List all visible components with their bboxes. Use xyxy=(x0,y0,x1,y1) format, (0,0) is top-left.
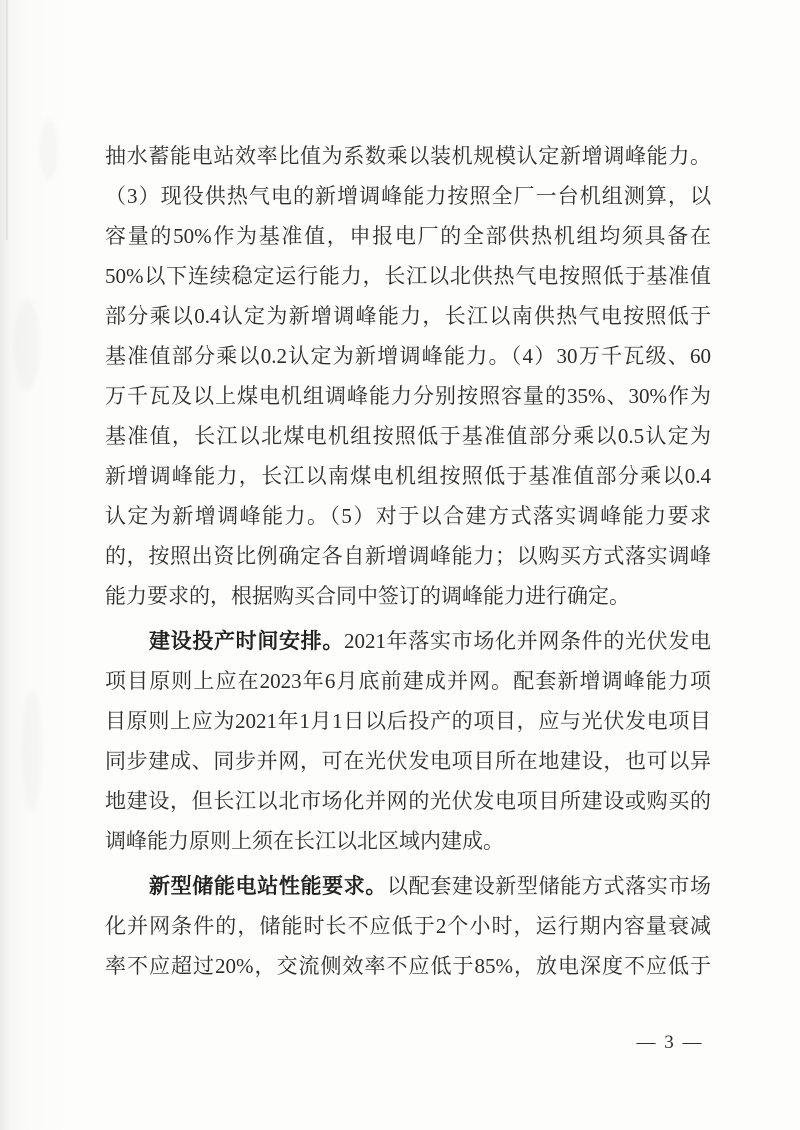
text-line: 新增调峰能力，长江以南煤电机组按照低于基准值部分乘以0.4 xyxy=(105,464,711,488)
text-line: 基准值部分乘以0.2认定为新增调峰能力。（4）30万千瓦级、60 xyxy=(105,344,711,368)
text-line: 同步建成、同步并网，可在光伏发电项目所在地建设，也可以异 xyxy=(105,749,711,773)
text-line: 率不应超过20%，交流侧效率不应低于85%，放电深度不应低于 xyxy=(105,954,711,978)
text-line: 基准值，长江以北煤电机组按照低于基准值部分乘以0.5认定为 xyxy=(105,424,711,448)
text-line: 认定为新增调峰能力。（5）对于以合建方式落实调峰能力要求 xyxy=(105,504,711,528)
text-line: 能力要求的，根据购买合同中签订的调峰能力进行确定。 xyxy=(105,584,630,608)
text-line: 新型储能电站性能要求。以配套建设新型储能方式落实市场 xyxy=(149,874,712,898)
text-line: 万千瓦及以上煤电机组调峰能力分别按照容量的35%、30%作为 xyxy=(105,384,711,408)
text-line: 的，按照出资比例确定各自新增调峰能力；以购买方式落实调峰 xyxy=(105,544,711,568)
page-number: — 3 — xyxy=(636,1032,704,1053)
text-line: 地建设，但长江以北市场化并网的光伏发电项目所建设或购买的 xyxy=(105,789,711,813)
text-line: 目原则上应为2021年1月1日以后投产的项目，应与光伏发电项目 xyxy=(105,709,711,733)
paragraph-peaking-capacity-rules xyxy=(105,136,711,616)
text-line: 抽水蓄能电站效率比值为系数乘以装机规模认定新增调峰能力。 xyxy=(105,144,711,168)
scan-smudge-artifact xyxy=(22,690,42,810)
scan-streak-artifact xyxy=(6,0,8,240)
text-line: 调峰能力原则上须在长江以北区域内建成。 xyxy=(105,829,504,853)
paragraph-construction-timeline xyxy=(105,621,711,861)
text-line: 项目原则上应在2023年6月底前建成并网。配套新增调峰能力项 xyxy=(105,669,711,693)
scan-smudge-artifact xyxy=(14,300,40,390)
text-line: 容量的50%作为基准值，申报电厂的全部供热机组均须具备在 xyxy=(105,224,711,248)
text-line: 部分乘以0.4认定为新增调峰能力，长江以南供热气电按照低于 xyxy=(105,304,711,328)
paragraph-lead-heading: 新型储能电站性能要求。 xyxy=(149,874,388,898)
paragraph-storage-performance xyxy=(105,866,711,986)
paragraph-lead-heading: 建设投产时间安排。 xyxy=(149,629,344,653)
text-line: 50%以下连续稳定运行能力，长江以北供热气电按照低于基准值 xyxy=(105,264,711,288)
document-body xyxy=(105,136,711,986)
text-line: 建设投产时间安排。2021年落实市场化并网条件的光伏发电 xyxy=(149,629,711,653)
scan-edge-shadow xyxy=(0,0,70,1130)
scan-smudge-artifact xyxy=(40,120,58,180)
text-line: 化并网条件的，储能时长不应低于2个小时，运行期内容量衰减 xyxy=(105,914,711,938)
text-line: （3）现役供热气电的新增调峰能力按照全厂一台机组测算，以 xyxy=(105,184,711,208)
